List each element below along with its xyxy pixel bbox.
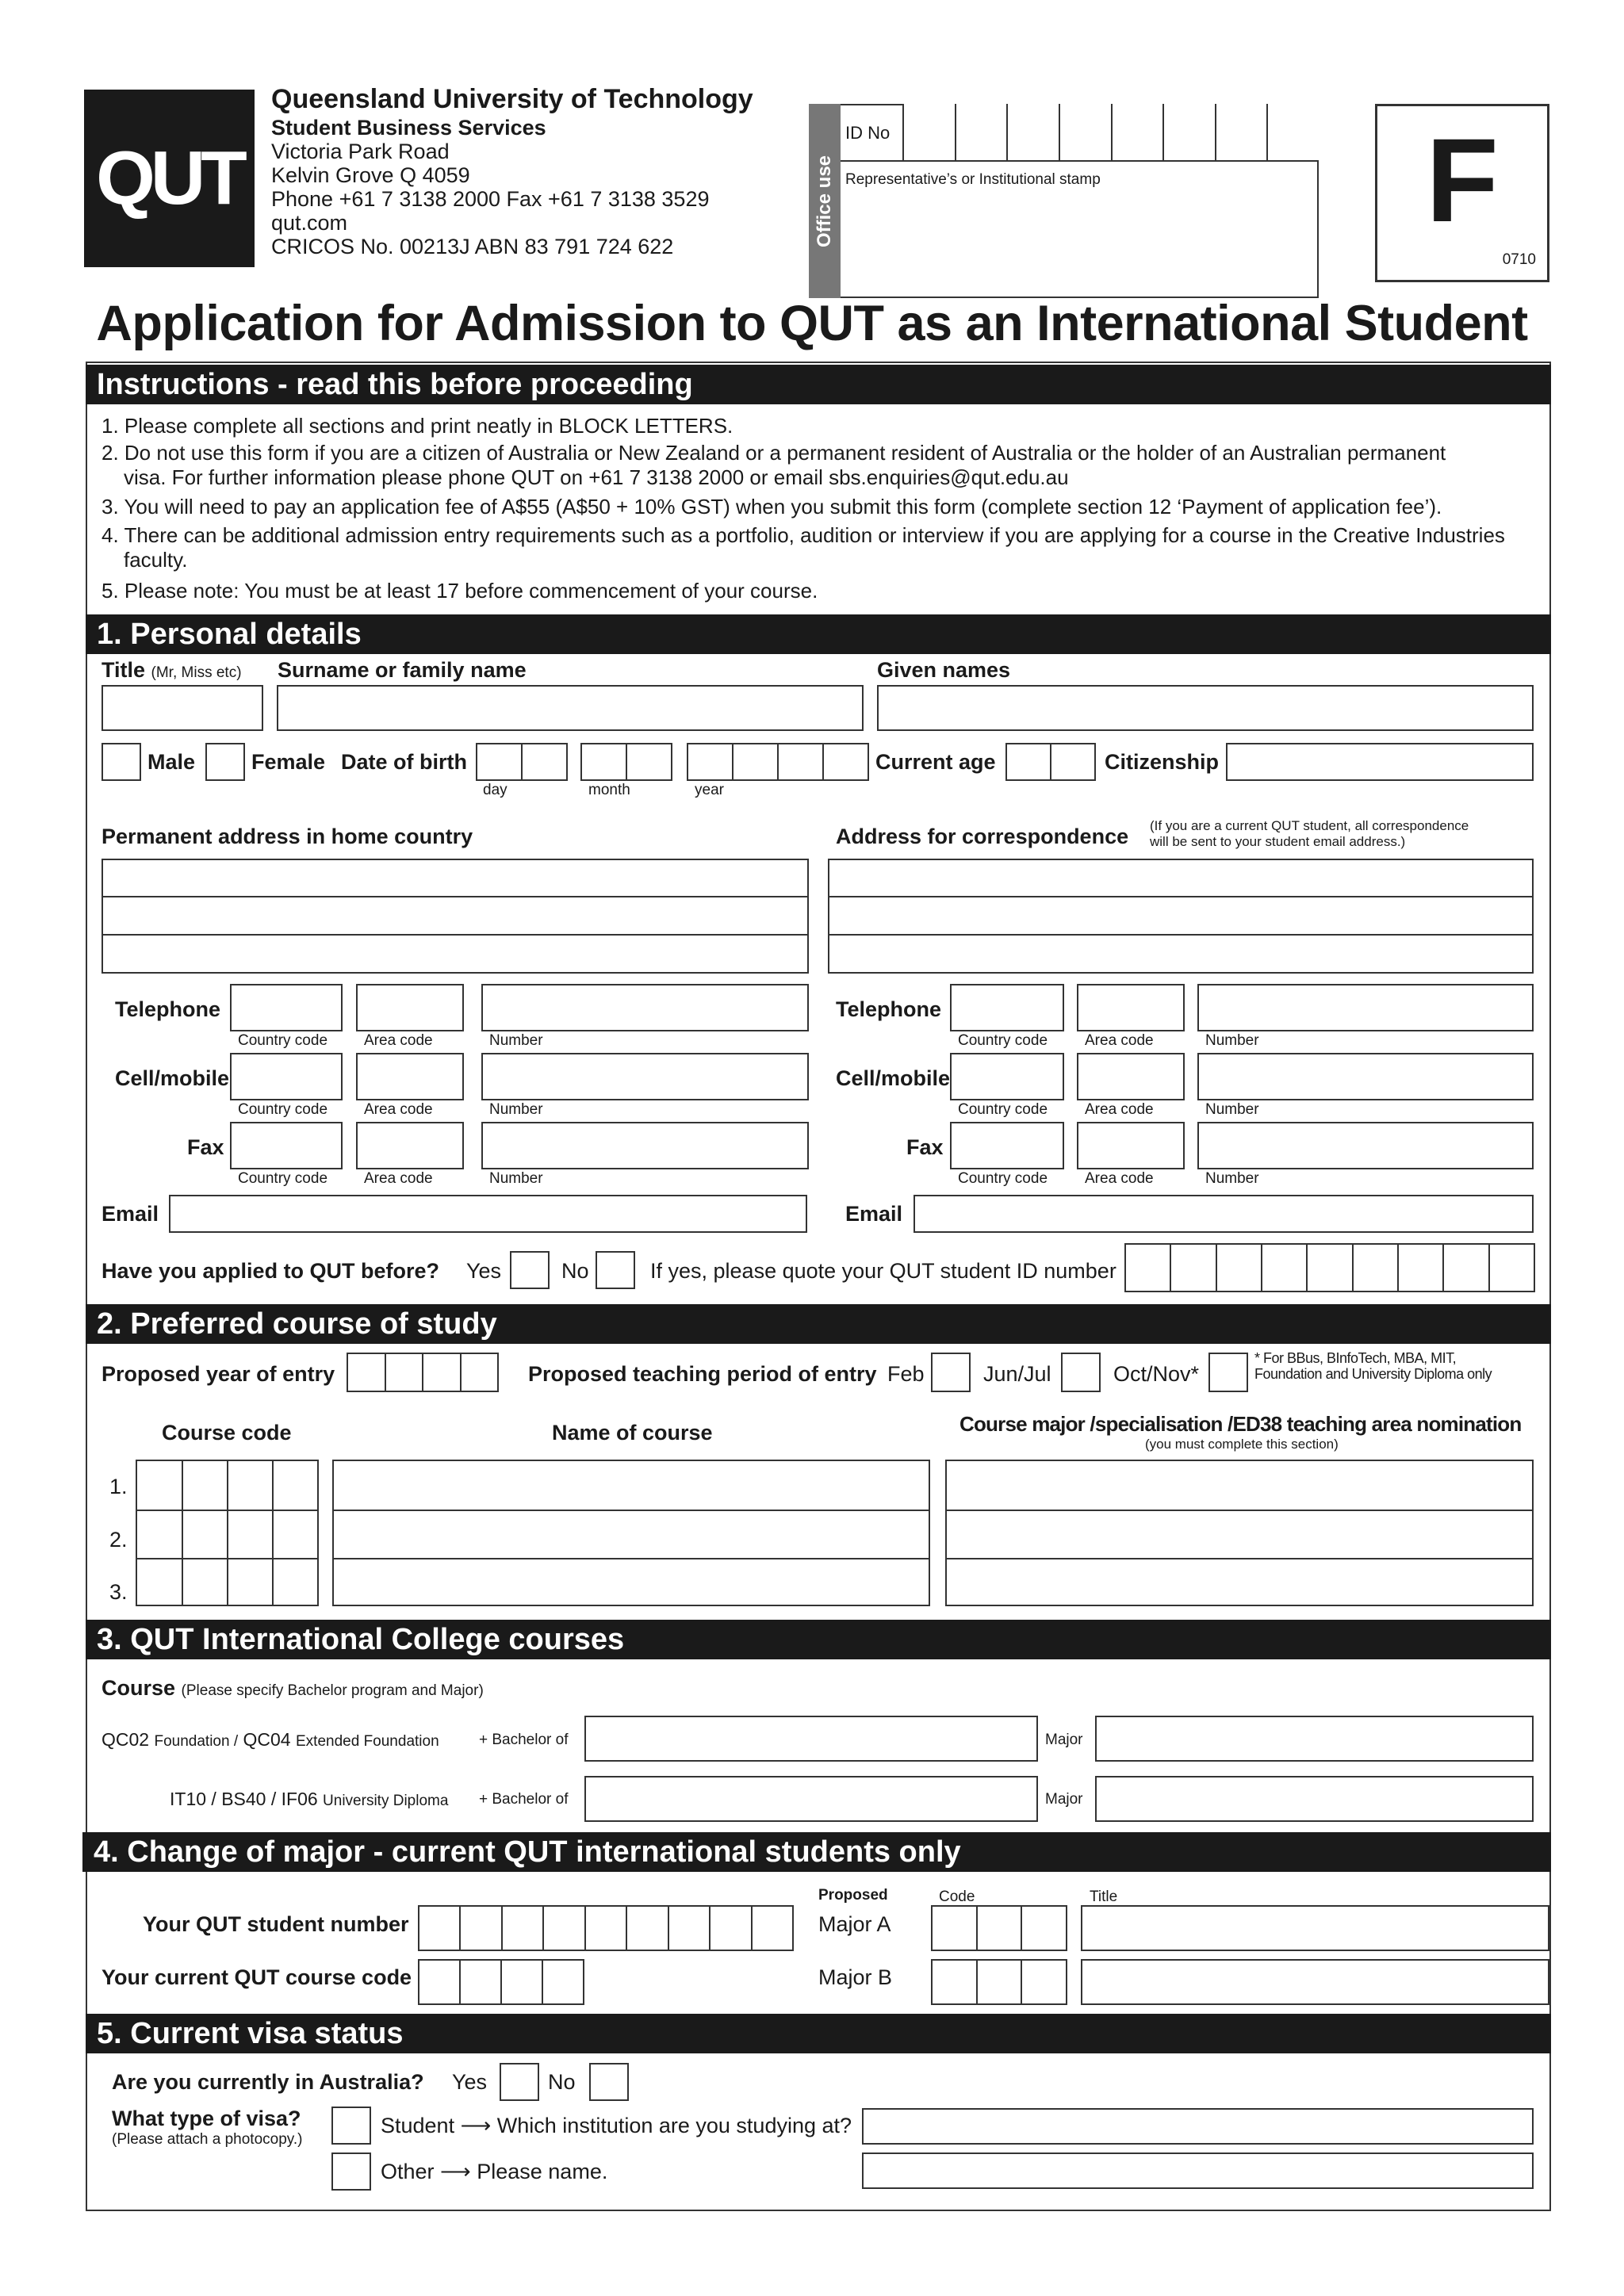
male-label: Male: [147, 750, 196, 774]
other-visa-field[interactable]: [862, 2152, 1534, 2189]
address-block: Victoria Park Road Kelvin Grove Q 4059 Phone +61 7 3138 2000 Fax +61 7 3138 3529 qut.com CRICOS No. 00213J ABN 83 791 724 622: [271, 140, 710, 258]
year-entry-label: Proposed year of entry: [102, 1362, 335, 1386]
day-caption: day: [483, 782, 508, 798]
telephone-country-left[interactable]: [230, 984, 343, 1031]
college-row-1-label: QC02 Foundation / QC04 Extended Foundation: [102, 1729, 439, 1750]
university-name: Queensland University of Technology: [271, 84, 753, 114]
major-field-1[interactable]: [1095, 1716, 1534, 1762]
dob-day-cells[interactable]: [476, 743, 568, 781]
octnov-note: * For BBus, BInfoTech, MBA, MIT, Foundation and University Diploma only: [1254, 1350, 1492, 1382]
fax-country-right[interactable]: [950, 1122, 1064, 1169]
surname-field[interactable]: [277, 685, 864, 731]
instruction-2b: visa. For further information please phone QUT on +61 7 3138 2000 or email sbs.enquiries@qut.edu.au: [124, 465, 1069, 489]
fax-area-right[interactable]: [1077, 1122, 1185, 1169]
country-code-caption: Country code: [958, 1032, 1048, 1049]
office-use-strip: [809, 104, 841, 298]
year-entry-cells[interactable]: [347, 1353, 499, 1392]
octnov-checkbox[interactable]: [1208, 1353, 1248, 1392]
cell-number-right[interactable]: [1197, 1053, 1534, 1100]
applied-before-label: Have you applied to QUT before?: [102, 1259, 440, 1283]
given-names-label: Given names: [877, 658, 1011, 682]
junjul-label: Jun/Jul: [983, 1362, 1051, 1386]
telephone-label-right: Telephone: [836, 997, 942, 1021]
country-code-caption: Country code: [958, 1170, 1048, 1187]
fax-label-right: Fax: [906, 1135, 944, 1159]
instruction-4b: faculty.: [124, 548, 188, 572]
year-caption: year: [695, 782, 724, 798]
country-code-caption: Country code: [238, 1170, 328, 1187]
in-australia-no-checkbox[interactable]: [589, 2063, 629, 2101]
number-caption: Number: [489, 1032, 543, 1049]
correspondence-note: (If you are a current QUT student, all correspondence will be sent to your student email address.): [1150, 818, 1469, 849]
country-code-caption: Country code: [958, 1101, 1048, 1118]
bachelor-field-2[interactable]: [584, 1776, 1038, 1822]
title-field[interactable]: [102, 685, 263, 731]
previous-student-id-cells[interactable]: [1124, 1243, 1535, 1292]
number-caption: Number: [1205, 1170, 1259, 1187]
course-code-grid[interactable]: [136, 1460, 319, 1606]
permanent-address-label: Permanent address in home country: [102, 825, 473, 848]
cell-label-left: Cell/mobile: [115, 1066, 230, 1090]
telephone-country-right[interactable]: [950, 984, 1064, 1031]
in-australia-no-label: No: [548, 2070, 576, 2094]
title-col-label: Title: [1090, 1888, 1118, 1905]
form-code-box: [1375, 104, 1549, 282]
course-row-1-number: 1.: [109, 1475, 128, 1498]
telephone-area-left[interactable]: [356, 984, 464, 1031]
id-no-cells[interactable]: [902, 104, 1319, 162]
email-label-left: Email: [102, 1202, 159, 1226]
email-label-right: Email: [845, 1202, 903, 1226]
course-code-header: Course code: [162, 1421, 292, 1445]
office-use-label: Office use: [814, 155, 835, 247]
number-caption: Number: [1205, 1101, 1259, 1118]
student-number-cells[interactable]: [418, 1905, 794, 1951]
instruction-3: 3. You will need to pay an application fee of A$55 (A$50 + 10% GST) when you submit this form (complete section 12 ‘Payment of application fee’).: [102, 495, 1442, 519]
email-field-right[interactable]: [914, 1195, 1534, 1233]
instructions-heading: Instructions - read this before proceeding: [86, 365, 1551, 404]
id-no-label: ID No: [845, 123, 891, 143]
cell-country-left[interactable]: [230, 1053, 343, 1100]
area-code-caption: Area code: [364, 1101, 433, 1118]
cell-label-right: Cell/mobile: [836, 1066, 951, 1090]
section-5-heading: 5. Current visa status: [86, 2014, 1551, 2053]
octnov-label: Oct/Nov*: [1113, 1362, 1200, 1386]
feb-label: Feb: [887, 1362, 925, 1386]
instruction-1: 1. Please complete all sections and print neatly in BLOCK LETTERS.: [102, 414, 733, 438]
given-names-field[interactable]: [877, 685, 1534, 731]
major-a-title-field[interactable]: [1081, 1905, 1549, 1951]
telephone-area-right[interactable]: [1077, 984, 1185, 1031]
dob-year-cells[interactable]: [687, 743, 869, 781]
telephone-label-left: Telephone: [115, 997, 221, 1021]
student-visa-checkbox[interactable]: [331, 2107, 371, 2145]
section-2-heading: 2. Preferred course of study: [86, 1304, 1551, 1344]
institution-field[interactable]: [862, 2108, 1534, 2145]
page-title: Application for Admission to QUT as an International Student: [96, 296, 1528, 351]
junjul-checkbox[interactable]: [1061, 1353, 1101, 1392]
applied-no-checkbox[interactable]: [596, 1251, 635, 1289]
feb-checkbox[interactable]: [931, 1353, 971, 1392]
fax-number-left[interactable]: [481, 1122, 809, 1169]
instruction-4: 4. There can be additional admission entry requirements such as a portfolio, audition or interview if you are applying for a course in the Creative Industries: [102, 523, 1505, 547]
form-letter: F: [1426, 113, 1499, 247]
form-code: 0710: [1502, 251, 1536, 268]
major-b-code-cells[interactable]: [931, 1959, 1067, 2005]
bachelor-label-1: + Bachelor of: [479, 1732, 569, 1748]
title-label: Title (Mr, Miss etc): [102, 658, 242, 682]
current-age-label: Current age: [875, 750, 996, 774]
instruction-5: 5. Please note: You must be at least 17 before commencement of your course.: [102, 579, 818, 603]
fax-label-left: Fax: [187, 1135, 224, 1159]
major-b-label: Major B: [818, 1965, 893, 1989]
correspondence-address-label: Address for correspondence: [836, 825, 1129, 848]
other-visa-label: Other ⟶ Please name.: [381, 2160, 608, 2183]
instruction-2: 2. Do not use this form if you are a citizen of Australia or New Zealand or a permanent resident of Australia or the holder of an Australian permanent: [102, 441, 1446, 465]
number-caption: Number: [1205, 1032, 1259, 1049]
course-major-note: (you must complete this section): [1145, 1437, 1339, 1452]
course-row-2-number: 2.: [109, 1528, 128, 1552]
fax-area-left[interactable]: [356, 1122, 464, 1169]
course-row-3-number: 3.: [109, 1580, 128, 1604]
area-code-caption: Area code: [1085, 1170, 1154, 1187]
major-a-code-cells[interactable]: [931, 1905, 1067, 1951]
area-code-caption: Area code: [364, 1170, 433, 1187]
course-code-label: Your current QUT course code: [102, 1965, 412, 1989]
number-caption: Number: [489, 1170, 543, 1187]
other-visa-checkbox[interactable]: [331, 2152, 371, 2191]
male-checkbox[interactable]: [102, 743, 141, 781]
in-australia-label: Are you currently in Australia?: [112, 2070, 424, 2094]
current-course-code-cells[interactable]: [418, 1959, 584, 2005]
major-label-1: Major: [1045, 1732, 1083, 1748]
dob-month-cells[interactable]: [580, 743, 672, 781]
logo-text: QUT: [96, 136, 243, 220]
college-course-label: Course (Please specify Bachelor program and Major): [102, 1676, 484, 1700]
number-caption: Number: [489, 1101, 543, 1118]
applied-yes-checkbox[interactable]: [510, 1251, 550, 1289]
student-visa-label: Student ⟶ Which institution are you studying at?: [381, 2114, 852, 2137]
department-name: Student Business Services: [271, 116, 546, 140]
fax-number-right[interactable]: [1197, 1122, 1534, 1169]
section-1-heading: 1. Personal details: [86, 614, 1551, 654]
cell-number-left[interactable]: [481, 1053, 809, 1100]
surname-label: Surname or family name: [278, 658, 527, 682]
course-major-header: Course major /specialisation /ED38 teaching area nomination: [959, 1412, 1522, 1436]
in-australia-yes-label: Yes: [452, 2070, 488, 2094]
citizenship-label: Citizenship: [1105, 750, 1220, 774]
bachelor-field-1[interactable]: [584, 1716, 1038, 1762]
month-caption: month: [588, 782, 630, 798]
telephone-number-left[interactable]: [481, 984, 809, 1031]
country-code-caption: Country code: [238, 1101, 328, 1118]
visa-type-hint: (Please attach a photocopy.): [112, 2131, 303, 2148]
cell-area-left[interactable]: [356, 1053, 464, 1100]
area-code-caption: Area code: [1085, 1032, 1154, 1049]
course-name-grid[interactable]: [332, 1460, 930, 1606]
student-number-label: Your QUT student number: [143, 1912, 409, 1936]
current-age-cells[interactable]: [1005, 743, 1096, 781]
major-label-2: Major: [1045, 1791, 1083, 1808]
dob-label: Date of birth: [341, 750, 467, 774]
college-row-2-label: IT10 / BS40 / IF06 University Diploma: [170, 1789, 449, 1809]
major-b-title-field[interactable]: [1081, 1959, 1549, 2005]
quote-id-label: If yes, please quote your QUT student ID number: [650, 1259, 1116, 1283]
major-a-label: Major A: [818, 1912, 891, 1936]
area-code-caption: Area code: [1085, 1101, 1154, 1118]
bachelor-label-2: + Bachelor of: [479, 1791, 569, 1808]
in-australia-yes-checkbox[interactable]: [500, 2063, 539, 2101]
female-label: Female: [251, 750, 326, 774]
course-name-header: Name of course: [552, 1421, 713, 1445]
telephone-number-right[interactable]: [1197, 984, 1534, 1031]
period-entry-label: Proposed teaching period of entry: [528, 1362, 877, 1386]
stamp-label: Representative’s or Institutional stamp: [845, 171, 1101, 188]
female-checkbox[interactable]: [205, 743, 245, 781]
country-code-caption: Country code: [238, 1032, 328, 1049]
applied-no-label: No: [561, 1259, 589, 1283]
section-3-heading: 3. QUT International College courses: [86, 1620, 1551, 1659]
course-major-grid[interactable]: [945, 1460, 1534, 1606]
proposed-label: Proposed: [818, 1887, 888, 1904]
fax-country-left[interactable]: [230, 1122, 343, 1169]
visa-type-label: What type of visa?: [112, 2107, 301, 2130]
major-field-2[interactable]: [1095, 1776, 1534, 1822]
cell-country-right[interactable]: [950, 1053, 1064, 1100]
area-code-caption: Area code: [364, 1032, 433, 1049]
correspondence-address-field[interactable]: [828, 859, 1534, 974]
email-field-left[interactable]: [169, 1195, 807, 1233]
applied-yes-label: Yes: [466, 1259, 502, 1283]
cell-area-right[interactable]: [1077, 1053, 1185, 1100]
qut-logo: [84, 90, 255, 267]
permanent-address-field[interactable]: [102, 859, 809, 974]
section-4-heading: 4. Change of major - current QUT international students only: [82, 1832, 1551, 1872]
citizenship-field[interactable]: [1226, 743, 1534, 781]
code-col-label: Code: [939, 1888, 975, 1905]
